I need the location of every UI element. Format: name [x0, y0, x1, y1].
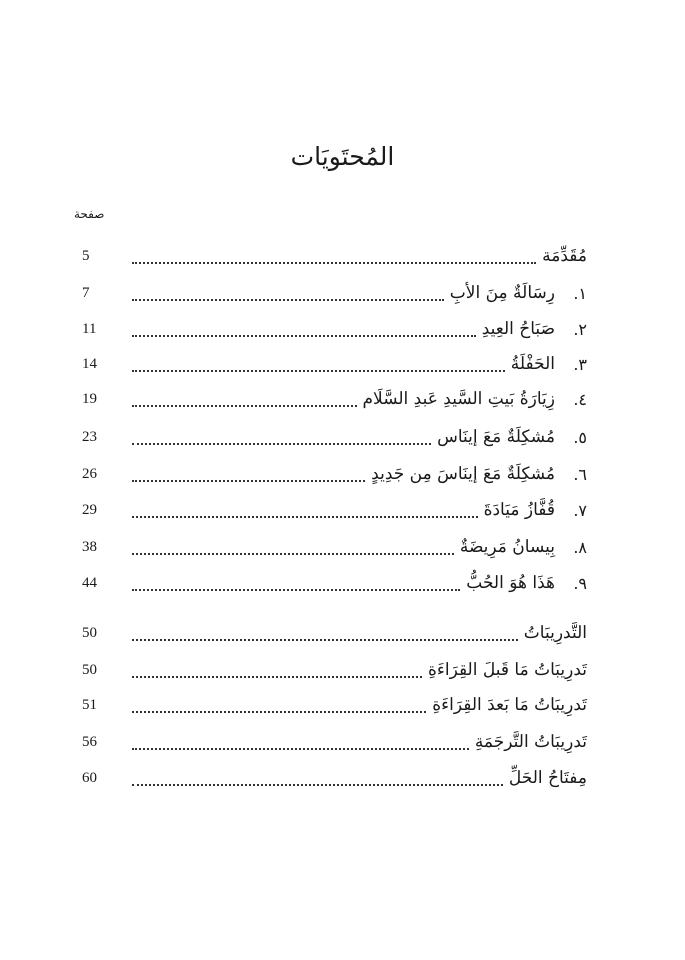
- toc-entry-title: صَبَاحُ العِيدِ: [481, 319, 555, 339]
- toc-page-number: 11: [82, 321, 97, 337]
- dot-leader: [132, 697, 426, 713]
- dot-leader: [132, 625, 518, 641]
- toc-page-number: 23: [82, 429, 97, 445]
- toc-chapter-index: ١.: [573, 283, 587, 303]
- page-column-label: صفحة: [74, 207, 105, 221]
- toc-entry[interactable]: [82, 424, 587, 450]
- dot-leader: [132, 356, 505, 372]
- toc-page-number: 7: [82, 285, 90, 301]
- toc-entry-title: تَدرِيبَاتُ التَّرجَمَةِ: [474, 732, 587, 752]
- toc-entry[interactable]: [82, 534, 587, 560]
- toc-page-number: 14: [82, 356, 97, 372]
- toc-entry-title: مُشكِلَةٌ مَعَ إينَاسَ مِن جَدِيدٍ: [371, 464, 555, 484]
- toc-chapter-index: ٨.: [573, 537, 587, 557]
- toc-page-number: 38: [82, 539, 97, 555]
- dot-leader: [132, 321, 476, 337]
- toc-entry[interactable]: [82, 729, 587, 755]
- toc-page-number: 5: [82, 248, 90, 264]
- dot-leader: [132, 539, 454, 555]
- dot-leader: [132, 466, 365, 482]
- toc-entry[interactable]: [82, 692, 587, 718]
- toc-entry-title: بِيسانُ مَرِيضَةٌ: [459, 537, 555, 557]
- dot-leader: [132, 662, 422, 678]
- toc-entry-title: مُشكِلَةٌ مَعَ إينَاس: [437, 427, 555, 447]
- toc-entry[interactable]: [82, 243, 587, 269]
- toc-entry[interactable]: [82, 386, 587, 412]
- toc-chapter-index: ٧.: [573, 500, 587, 520]
- toc-entry[interactable]: [82, 316, 587, 342]
- toc-entry[interactable]: [82, 497, 587, 523]
- toc-page-number: 60: [82, 770, 97, 786]
- toc-entry-title: هَذَا هُوَ الحُبُّ: [466, 573, 555, 593]
- toc-entry-title: زِيَارَةُ بَيتِ السَّيدِ عَبدِ السَّلَام: [362, 389, 555, 409]
- toc-entry[interactable]: [82, 620, 587, 646]
- dot-leader: [132, 575, 460, 591]
- dot-leader: [132, 770, 503, 786]
- page-title: المُحتَويَات: [290, 142, 395, 171]
- dot-leader: [132, 734, 469, 750]
- toc-entry[interactable]: [82, 765, 587, 791]
- toc-entry[interactable]: [82, 570, 587, 596]
- dot-leader: [132, 391, 357, 407]
- toc-page-number: 50: [82, 662, 97, 678]
- toc-chapter-index: ٢.: [573, 319, 587, 339]
- toc-entry-title: مُقَدِّمَة: [542, 246, 587, 266]
- toc-page-number: 26: [82, 466, 97, 482]
- toc-page-number: 19: [82, 391, 97, 407]
- toc-page-number: 51: [82, 697, 97, 713]
- toc-chapter-index: ٦.: [573, 464, 587, 484]
- toc-chapter-index: ٥.: [573, 427, 587, 447]
- toc-entry[interactable]: [82, 657, 587, 683]
- toc-entry[interactable]: [82, 280, 587, 306]
- toc-page-number: 44: [82, 575, 97, 591]
- toc-page-number: 50: [82, 625, 97, 641]
- dot-leader: [132, 429, 431, 445]
- toc-chapter-index: ٩.: [573, 573, 587, 593]
- toc-entry[interactable]: [82, 351, 587, 377]
- toc-chapter-index: ٣.: [573, 354, 587, 374]
- toc-chapter-index: ٤.: [573, 389, 587, 409]
- toc-entry-title: قُفَّازُ مَيَادَةَ: [483, 500, 555, 520]
- toc-page-number: 29: [82, 502, 97, 518]
- toc-entry[interactable]: [82, 461, 587, 487]
- dot-leader: [132, 248, 536, 264]
- toc-entry-title: الحَفْلَةُ: [510, 354, 555, 374]
- toc-entry-title: مِفتَاحُ الحَلِّ: [508, 768, 587, 788]
- dot-leader: [132, 285, 444, 301]
- toc-entry-title: تَدرِيبَاتُ مَا بَعدَ القِرَاءَةِ: [432, 695, 587, 715]
- toc-entry-title: رِسَالَةٌ مِنَ الأبِ: [449, 283, 555, 303]
- toc-entry-title: التَّدرِيبَاتُ: [523, 623, 587, 643]
- toc-entry-title: تَدرِيبَاتُ مَا قَبلَ القِرَاءَةِ: [427, 660, 587, 680]
- toc-page-number: 56: [82, 734, 97, 750]
- dot-leader: [132, 502, 478, 518]
